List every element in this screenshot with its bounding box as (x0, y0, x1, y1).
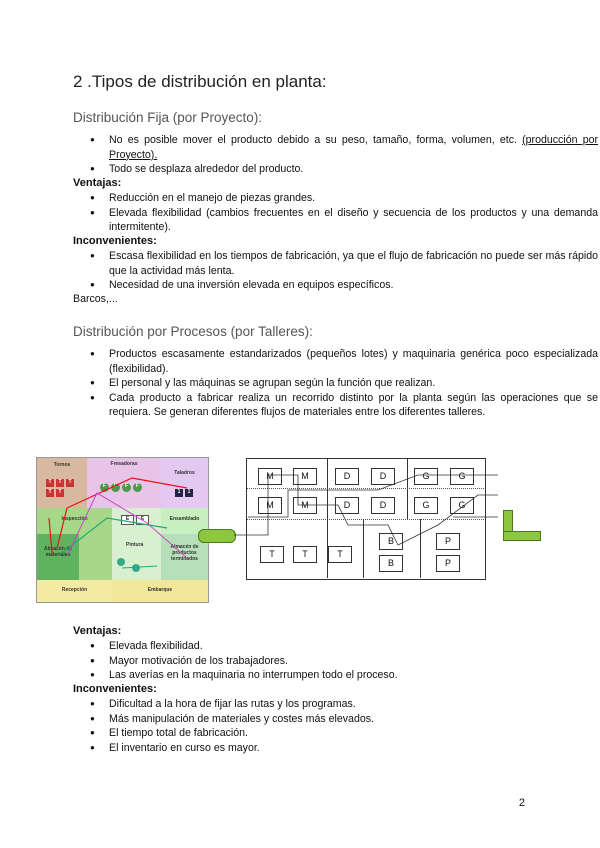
machine-box: M (293, 497, 317, 514)
procesos-ventajas (73, 639, 598, 683)
flow-arrow (62, 518, 167, 553)
inconvenientes-label: Inconvenientes: (73, 235, 157, 247)
machine-box: G (450, 468, 474, 485)
list-item: ● Las averías en la maquinaria no interrumpen todo el proceso. (73, 668, 598, 683)
page-title: 2 .Tipos de distribución en planta: (73, 72, 327, 91)
machine-box: G (450, 497, 474, 514)
list-item: ● El personal y las máquinas se agrupan según la función que realizan. (73, 376, 598, 391)
machine-icon: T (56, 479, 64, 487)
machine-icon: E (136, 515, 149, 525)
machine-box: P (436, 533, 460, 550)
list-item: ● El tiempo total de fabricación. (73, 726, 598, 741)
list-item: ● Elevada flexibilidad (cambios frecuentes en el diseño y secuencia de los productos y una demanda intermitente). (73, 206, 598, 235)
section-heading-fija: Distribución Fija (por Proyecto): (73, 110, 263, 125)
machine-box: T (293, 546, 317, 563)
list-item: ● Productos escasamente estandarizados (pequeños lotes) y maquinaria genérica poco especializada (flexibilidad). (73, 347, 598, 376)
machine-box: M (258, 497, 282, 514)
flow-arrows (37, 458, 208, 602)
machine-icon: T (56, 489, 64, 497)
machine-box: T (328, 546, 352, 563)
page-number: 2 (518, 797, 525, 809)
flow-line (248, 475, 498, 517)
machine-icon: T (46, 479, 54, 487)
zone-label: Almacén de productos terminados (170, 544, 199, 562)
ventajas-label: Ventajas: (73, 625, 122, 637)
section-heading-procesos: Distribución por Procesos (por Talleres): (73, 324, 313, 339)
list-item: ● Reducción en el manejo de piezas grandes. (73, 191, 598, 206)
zone-label: Ensamblado (169, 516, 200, 522)
machine-icon: T (66, 479, 74, 487)
procesos-inconvenientes (73, 697, 598, 755)
flow-arrow (67, 493, 187, 558)
machine-icon: F (100, 483, 109, 492)
machine-box: P (436, 555, 460, 572)
flow-arrow (122, 566, 157, 568)
zone-label: Tornos (53, 462, 71, 468)
zone-label: Embarque (147, 587, 173, 593)
machine-box: D (335, 497, 359, 514)
zone-label: Pintura (126, 542, 144, 548)
list-item: ● Escasa flexibilidad en los tiempos de fabricación, ya que el flujo de fabricación no puede ser más rápido que la actividad más lenta. (73, 249, 598, 278)
flow-line (234, 475, 498, 545)
zone-label: Fresadoras (110, 461, 138, 467)
machine-box: D (335, 468, 359, 485)
machine-box: B (379, 533, 403, 550)
list-item: ● Elevada flexibilidad. (73, 639, 598, 654)
flow-arrow (49, 518, 52, 553)
machine-box: B (379, 555, 403, 572)
list-item: ● Más manipulación de materiales y costes más elevados. (73, 712, 598, 727)
flow-lines (198, 455, 550, 583)
machine-box: D (371, 468, 395, 485)
zone-label: Taladros (174, 470, 195, 476)
ventajas-label: Ventajas: (73, 177, 122, 189)
machine-icon: 1 (185, 489, 193, 497)
machine-icon: E (121, 515, 134, 525)
list-item: ● Mayor motivación de los trabajadores. (73, 654, 598, 669)
list-item: ● El inventario en curso es mayor. (73, 741, 598, 756)
list-item: ● Necesidad de una inversión elevada en equipos específicos. (73, 278, 598, 293)
list-item: ● No es posible mover el producto debido a su peso, tamaño, forma, volumen, etc. (producción por Proyecto). (73, 133, 598, 162)
inconvenientes-label: Inconvenientes: (73, 683, 157, 695)
fija-inconvenientes (73, 249, 598, 293)
process-layout-grid-diagram (198, 455, 550, 583)
list-item: ● Dificultad a la hora de fijar las rutas y los programas. (73, 697, 598, 712)
machine-icon: 1 (175, 489, 183, 497)
list-item: ● Todo se desplaza alrededor del producto. (73, 162, 598, 177)
list-item: ● Cada producto a fabricar realiza un recorrido distinto por la planta según las operaciones que se requiera. Se generan diferentes flujos de materiales entre los diferentes talleres. (73, 391, 598, 420)
machine-box: G (414, 468, 438, 485)
zone-label: Almacén de materiales (43, 546, 73, 558)
zone-label: Inspección (61, 516, 88, 522)
machine-icon: F (133, 483, 142, 492)
machine-icon: F (122, 483, 131, 492)
machine-box: M (258, 468, 282, 485)
machine-box: G (414, 497, 438, 514)
exit-dock-icon (503, 531, 541, 541)
machine-box: M (293, 468, 317, 485)
fija-ventajas (73, 191, 598, 235)
procesos-bullets (73, 347, 598, 420)
machine-box: T (260, 546, 284, 563)
zone-label: Recepción (61, 587, 88, 593)
machine-icon: F (111, 483, 120, 492)
fija-bullets (73, 133, 598, 177)
link[interactable]: (producción por Proyecto). (109, 134, 599, 161)
example-text: Barcos,... (73, 293, 118, 305)
machine-box: D (371, 497, 395, 514)
process-layout-diagram (36, 457, 209, 603)
machine-icon: T (46, 489, 54, 497)
flow-arrow (57, 478, 187, 548)
